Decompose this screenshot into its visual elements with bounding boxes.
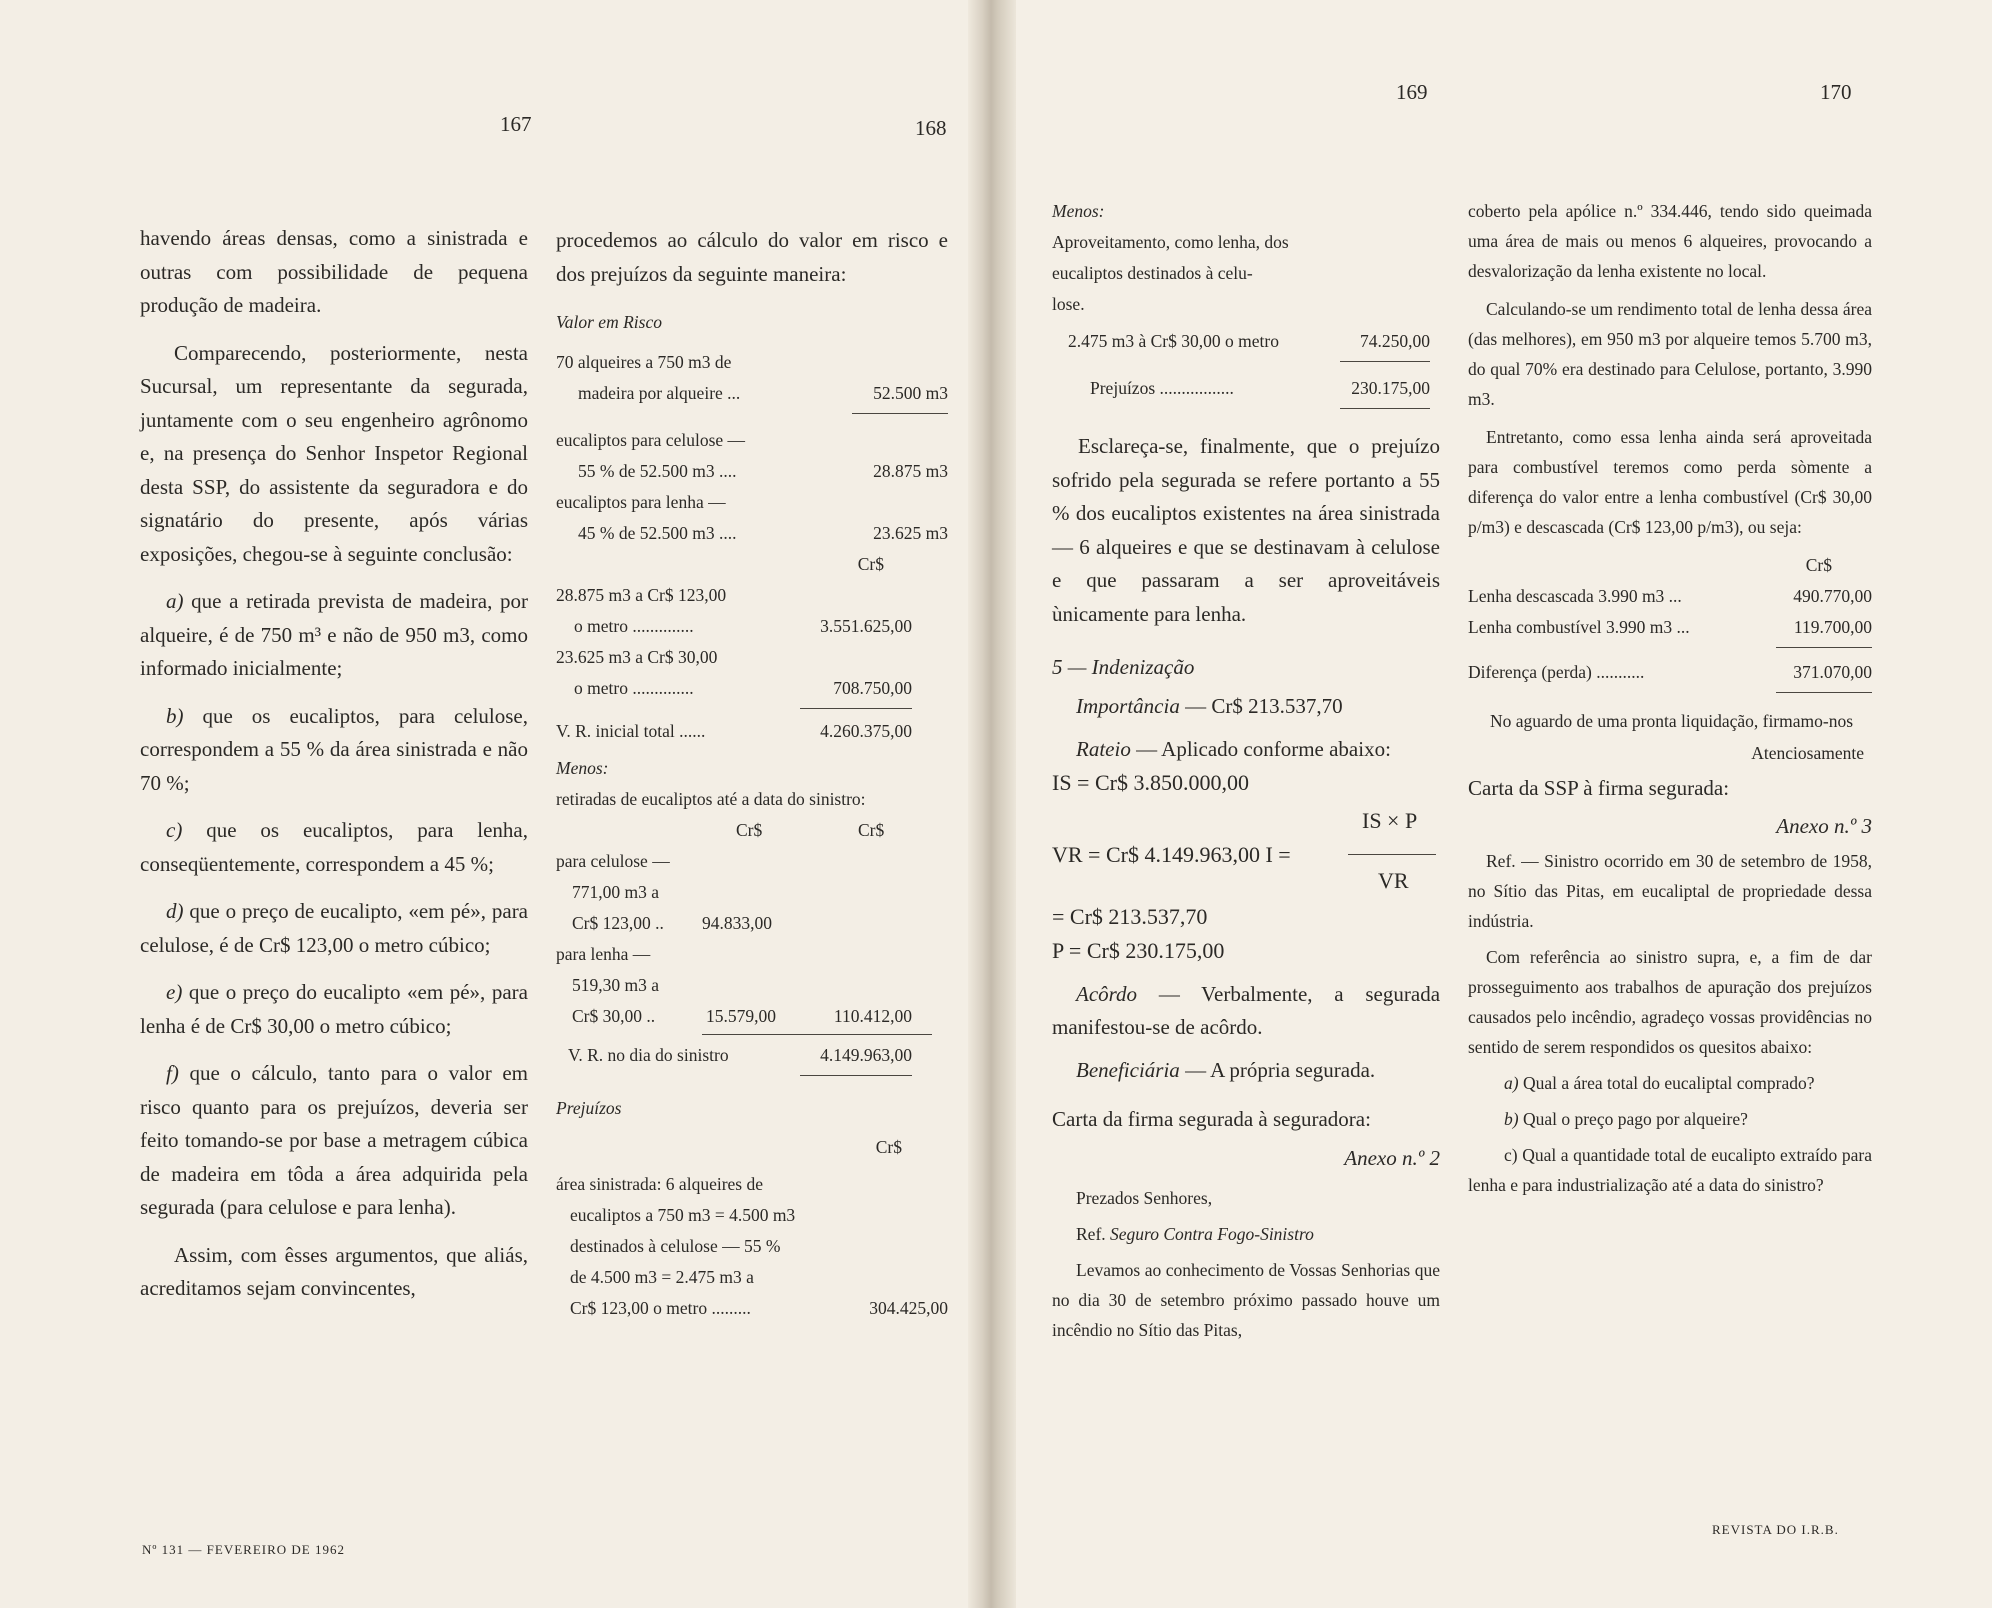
item-marker: c) bbox=[166, 818, 183, 842]
field-label: Importância bbox=[1076, 694, 1180, 718]
row-label: 70 alqueires a 750 m3 de bbox=[556, 352, 732, 372]
row-value: 28.875 m3 bbox=[873, 461, 948, 481]
page-number-167: 167 bbox=[500, 112, 532, 136]
item-marker: a) bbox=[166, 589, 184, 613]
item-marker: a) bbox=[1504, 1073, 1519, 1093]
list-item bbox=[140, 976, 528, 1043]
page-number-170: 170 bbox=[1820, 80, 1852, 104]
fraction-bar bbox=[1348, 854, 1436, 855]
row-label: eucaliptos para celulose — bbox=[556, 430, 746, 450]
item-text: que o preço do eucalipto «em pé», para lenha é de Cr$ 30,00 o metro cúbico; bbox=[140, 980, 528, 1038]
table-row bbox=[1052, 258, 1440, 289]
row-value: 94.833,00 bbox=[702, 913, 772, 933]
divider bbox=[800, 1075, 912, 1076]
paragraph: Levamos ao conhecimento de Vossas Senhorias que no dia 30 de setembro próximo passado houve um incêndio no Sítio das Pitas, bbox=[1052, 1260, 1440, 1340]
column-page-170 bbox=[1468, 196, 1872, 1200]
calc-table-valor-em-risco bbox=[556, 347, 948, 1324]
divider bbox=[800, 708, 912, 709]
item-text: Qual a área total do eucaliptal comprado? bbox=[1522, 1073, 1815, 1093]
row-value: 708.750,00 bbox=[833, 678, 912, 698]
paragraph bbox=[1052, 1054, 1440, 1087]
letter-heading: Carta da SSP à firma segurada: bbox=[1468, 776, 1730, 800]
table-row bbox=[556, 378, 948, 409]
currency-header: Cr$ bbox=[857, 554, 884, 574]
field-value: — Cr$ 213.537,70 bbox=[1185, 694, 1343, 718]
table-row bbox=[556, 1040, 948, 1071]
field-label: Acôrdo bbox=[1076, 982, 1138, 1006]
table-row bbox=[556, 642, 948, 673]
row-label: Aproveitamento, como lenha, dos bbox=[1052, 232, 1289, 252]
row-label: Diferença (perda) ........... bbox=[1468, 662, 1645, 682]
row-value: 3.551.625,00 bbox=[820, 616, 912, 636]
table-row bbox=[556, 753, 948, 784]
list-item bbox=[1468, 1068, 1872, 1098]
paragraph: Entretanto, como essa lenha ainda será aproveitada para combustível teremos como perda sòmente a diferença do valor entre a lenha combustível (Cr$ 30,00 p/m3) e descascada (Cr$ 123,00 p/m3), ou seja: bbox=[1468, 427, 1872, 537]
paragraph: Comparecendo, posteriormente, nesta Sucursal, um representante da segurada, juntamente com o seu engenheiro agrônomo e, na presença do Senhor Inspetor Regional desta SSP, do assistente da seguradora e do signatário do presente, após várias exposições, chegou-se à seguinte conclusão: bbox=[140, 340, 528, 566]
paragraph: havendo áreas densas, como a sinistrada e outras com possibilidade de pequena produção de madeira. bbox=[140, 226, 528, 317]
table-row bbox=[556, 877, 948, 908]
paragraph: No aguardo de uma pronta liquidação, firmamo-nos bbox=[1490, 711, 1854, 731]
table-row bbox=[556, 1231, 948, 1262]
item-marker: c) bbox=[1504, 1145, 1518, 1165]
item-text: Qual o preço pago por alqueire? bbox=[1522, 1109, 1748, 1129]
item-text: Qual a quantidade total de eucalipto extraído para lenha e para industrialização até a data do sinistro? bbox=[1468, 1145, 1872, 1195]
row-label: Cr$ 123,00 .. bbox=[572, 913, 664, 933]
table-row bbox=[1052, 227, 1440, 258]
section-heading-indenizacao: 5 — Indenização bbox=[1052, 655, 1195, 679]
paragraph: Com referência ao sinistro supra, e, a fim de dar prosseguimento aos trabalhos de apuração dos prejuízos causados pelo incêndio, agradeço vossas providências no sentido de serem respondidos os quesitos abaixo: bbox=[1468, 947, 1872, 1057]
field-label: Beneficiária bbox=[1076, 1058, 1180, 1082]
row-value: 4.149.963,00 bbox=[820, 1045, 912, 1065]
row-label: área sinistrada: 6 alqueires de bbox=[556, 1174, 763, 1194]
page-number-168: 168 bbox=[915, 116, 947, 140]
row-label: destinados à celulose — 55 % bbox=[570, 1236, 781, 1256]
row-label: retiradas de eucaliptos até a data do sinistro: bbox=[556, 789, 866, 809]
item-marker: b) bbox=[166, 703, 184, 728]
row-value: 4.260.375,00 bbox=[820, 721, 912, 741]
fraction-denominator: VR bbox=[1378, 868, 1409, 893]
field-value: — A própria segurada. bbox=[1185, 1058, 1376, 1082]
row-label: Cr$ 30,00 .. bbox=[572, 1006, 656, 1026]
row-value: 490.770,00 bbox=[1793, 586, 1872, 606]
table-row bbox=[1468, 581, 1872, 612]
column-page-168 bbox=[556, 224, 948, 1324]
annex-label: Anexo n.º 3 bbox=[1776, 814, 1872, 838]
item-marker: f) bbox=[166, 1061, 179, 1085]
row-label: o metro .............. bbox=[574, 616, 694, 636]
row-label: Prejuízos ................. bbox=[1090, 378, 1234, 398]
row-label: 55 % de 52.500 m3 .... bbox=[578, 461, 737, 481]
row-label: para celulose — bbox=[556, 851, 670, 871]
currency-header: Cr$ bbox=[736, 820, 763, 840]
page-number-169: 169 bbox=[1396, 80, 1428, 104]
list-item bbox=[1468, 1104, 1872, 1134]
table-row bbox=[556, 939, 948, 970]
paragraph: coberto pela apólice n.º 334.446, tendo sido queimada uma área de mais ou menos 6 alqueires, provocando a desvalorização da lenha existente no local. bbox=[1468, 201, 1872, 281]
table-row bbox=[1052, 373, 1440, 404]
closing: Atenciosamente bbox=[1751, 743, 1864, 763]
fraction-numerator: IS × P bbox=[1362, 808, 1418, 833]
list-item bbox=[140, 700, 528, 801]
column-page-167 bbox=[140, 222, 528, 1306]
row-label: Menos: bbox=[556, 758, 609, 778]
letter-heading: Carta da firma segurada à seguradora: bbox=[1052, 1107, 1371, 1131]
currency-header: Cr$ bbox=[1805, 555, 1832, 575]
list-item bbox=[1468, 1140, 1872, 1200]
reference-line bbox=[1052, 1219, 1440, 1249]
divider bbox=[1776, 647, 1872, 648]
table-row bbox=[556, 846, 948, 877]
equation-line: P = Cr$ 230.175,00 bbox=[1052, 938, 1225, 963]
table-row bbox=[556, 580, 948, 611]
table-row bbox=[1468, 657, 1872, 688]
item-marker: b) bbox=[1504, 1109, 1519, 1129]
table-row bbox=[556, 1200, 948, 1231]
row-label: madeira por alqueire ... bbox=[578, 383, 741, 403]
table-row bbox=[556, 518, 948, 549]
row-value: 119.700,00 bbox=[1793, 617, 1872, 637]
section-heading-prejuizos: Prejuízos bbox=[556, 1098, 622, 1118]
currency-header: Cr$ bbox=[875, 1137, 902, 1157]
book-gutter bbox=[968, 0, 1016, 1608]
table-row bbox=[556, 425, 948, 456]
divider bbox=[702, 1034, 932, 1035]
calc-table-menos bbox=[1052, 196, 1440, 404]
formula-left: VR = Cr$ 4.149.963,00 I = bbox=[1052, 842, 1291, 867]
is-line: IS = Cr$ 3.850.000,00 bbox=[1052, 770, 1249, 795]
row-label: o metro .............. bbox=[574, 678, 694, 698]
table-row bbox=[1468, 612, 1872, 643]
table-row bbox=[556, 815, 948, 846]
row-label: para lenha — bbox=[556, 944, 651, 964]
table-row bbox=[556, 1132, 948, 1163]
table-row bbox=[556, 784, 948, 815]
item-marker: d) bbox=[166, 899, 184, 923]
row-value: 230.175,00 bbox=[1351, 378, 1430, 398]
formula-vr bbox=[1052, 804, 1440, 900]
table-row bbox=[556, 673, 948, 704]
table-row bbox=[1468, 550, 1872, 581]
table-row bbox=[556, 1001, 948, 1032]
row-value: 52.500 m3 bbox=[873, 383, 948, 403]
table-row bbox=[556, 1169, 948, 1200]
item-text: que o preço de eucalipto, «em pé», para celulose, é de Cr$ 123,00 o metro cúbico; bbox=[140, 899, 529, 957]
row-label: 2.475 m3 à Cr$ 30,00 o metro bbox=[1068, 331, 1279, 351]
rateio-line bbox=[1052, 733, 1440, 766]
row-label: Menos: bbox=[1052, 201, 1105, 221]
paragraph: Calculando-se um rendimento total de lenha dessa área (das melhores), em 950 m3 por alqueire temos 5.700 m3, do qual 70% era destinado para Celulose, portanto, 3.990 m3. bbox=[1468, 299, 1872, 409]
row-label: V. R. no dia do sinistro bbox=[568, 1045, 729, 1065]
paragraph: Esclareça-se, finalmente, que o prejuízo sofrido pela segurada se refere portanto a 55 % dos eucaliptos existentes na área sinistrada — 6 alqueires e que se destinavam à celulose e que passaram a ser aproveitáveis ùnicamente para lenha. bbox=[1052, 434, 1440, 626]
table-row bbox=[1052, 289, 1440, 320]
table-row bbox=[556, 347, 948, 378]
row-value: 304.425,00 bbox=[869, 1298, 948, 1318]
row-label: eucaliptos a 750 m3 = 4.500 m3 bbox=[570, 1205, 796, 1225]
list-item bbox=[140, 585, 528, 686]
row-label: Cr$ 123,00 o metro ......... bbox=[570, 1298, 751, 1318]
footer-issue: Nº 131 — FEVEREIRO DE 1962 bbox=[142, 1542, 345, 1557]
field-label: Ref. bbox=[1076, 1224, 1106, 1244]
table-row bbox=[1052, 326, 1440, 357]
list-item bbox=[140, 1057, 528, 1225]
row-value: 23.625 m3 bbox=[873, 523, 948, 543]
table-row bbox=[556, 1262, 948, 1293]
item-text: que os eucaliptos, para celulose, correspondem a 55 % da área sinistrada e não 70 %; bbox=[140, 703, 528, 795]
list-item bbox=[140, 814, 528, 881]
salutation: Prezados Senhores, bbox=[1076, 1188, 1213, 1208]
table-row bbox=[556, 716, 948, 747]
item-text: que os eucaliptos, para lenha, conseqüentemente, correspondem a 45 %; bbox=[140, 818, 528, 876]
item-text: que o cálculo, tanto para o valor em risco quanto para os prejuízos, deveria ser feito tomando-se por base a metragem cúbica de madeira em tôda a área adquirida pela segurada (para celulose e para lenha). bbox=[140, 1061, 529, 1219]
row-label: eucaliptos para lenha — bbox=[556, 492, 726, 512]
row-label: 519,30 m3 a bbox=[572, 975, 660, 995]
table-row bbox=[556, 908, 948, 939]
currency-header: Cr$ bbox=[858, 820, 885, 840]
footer-journal: REVISTA DO I.R.B. bbox=[1712, 1522, 1839, 1537]
row-value: 74.250,00 bbox=[1360, 331, 1430, 351]
calc-table-diferenca bbox=[1468, 550, 1872, 688]
row-label: V. R. inicial total ...... bbox=[556, 721, 706, 741]
row-label: Lenha combustível 3.990 m3 ... bbox=[1468, 617, 1690, 637]
divider bbox=[1776, 692, 1872, 693]
paragraph: procedemos ao cálculo do valor em risco e dos prejuízos da seguinte maneira: bbox=[556, 228, 948, 286]
section-heading-valor-em-risco: Valor em Risco bbox=[556, 312, 662, 332]
row-label: Lenha descascada 3.990 m3 ... bbox=[1468, 586, 1682, 606]
importancia-line bbox=[1052, 690, 1440, 723]
divider bbox=[1340, 408, 1430, 409]
table-row bbox=[556, 970, 948, 1001]
equation-line: = Cr$ 213.537,70 bbox=[1052, 904, 1208, 929]
row-value: 110.412,00 bbox=[833, 1006, 912, 1026]
field-value: — Aplicado conforme abaixo: bbox=[1136, 737, 1391, 761]
divider bbox=[852, 413, 948, 414]
table-row bbox=[556, 1093, 948, 1124]
paragraph: Assim, com êsses argumentos, que aliás, acreditamos sejam convincentes, bbox=[140, 1242, 528, 1300]
row-label: de 4.500 m3 = 2.475 m3 a bbox=[570, 1267, 754, 1287]
paragraph bbox=[1052, 978, 1440, 1044]
list-item bbox=[140, 895, 528, 962]
field-label: Rateio bbox=[1076, 737, 1131, 761]
table-row bbox=[556, 1293, 948, 1324]
annex-label: Anexo n.º 2 bbox=[1344, 1146, 1440, 1170]
row-label: lose. bbox=[1052, 294, 1085, 314]
row-value: 371.070,00 bbox=[1793, 662, 1872, 682]
row-label: 771,00 m3 a bbox=[572, 882, 660, 902]
field-value: Seguro Contra Fogo-Sinistro bbox=[1110, 1224, 1314, 1244]
row-value: 15.579,00 bbox=[706, 1006, 776, 1026]
column-page-169 bbox=[1052, 196, 1440, 1345]
field-value: — Verbalmente, a segurada manifestou-se de acôrdo. bbox=[1052, 982, 1441, 1039]
row-label: 45 % de 52.500 m3 .... bbox=[578, 523, 737, 543]
item-marker: e) bbox=[166, 980, 183, 1004]
table-row bbox=[556, 456, 948, 487]
table-row bbox=[556, 549, 948, 580]
table-row bbox=[556, 611, 948, 642]
row-label: 28.875 m3 a Cr$ 123,00 bbox=[556, 585, 727, 605]
table-row bbox=[1052, 196, 1440, 227]
divider bbox=[1340, 361, 1430, 362]
table-row bbox=[556, 487, 948, 518]
row-label: 23.625 m3 a Cr$ 30,00 bbox=[556, 647, 718, 667]
item-text: que a retirada prevista de madeira, por alqueire, é de 750 m³ e não de 950 m3, como informado inicialmente; bbox=[140, 589, 528, 680]
row-label: eucaliptos destinados à celu- bbox=[1052, 263, 1253, 283]
paragraph: Ref. — Sinistro ocorrido em 30 de setembro de 1958, no Sítio das Pitas, em eucaliptal de propriedade dessa indústria. bbox=[1468, 851, 1872, 931]
